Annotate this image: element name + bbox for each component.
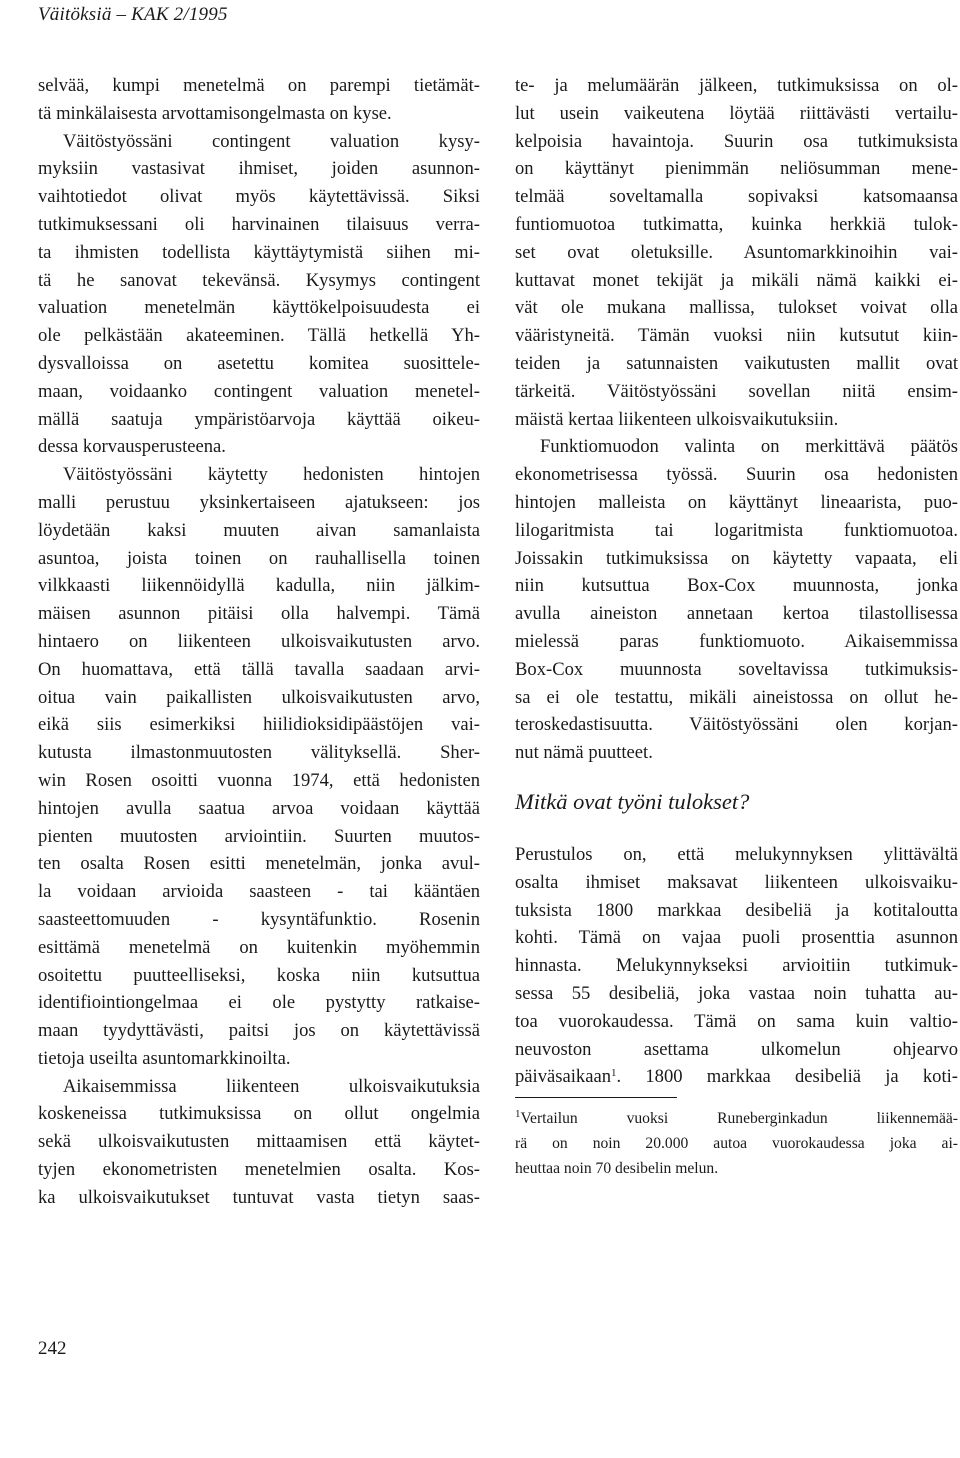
footnote-line	[515, 1106, 958, 1131]
text-line: sekä ulkoisvaikutusten mittaamisen että käytet-	[38, 1131, 480, 1153]
text-line: Joissakin tutkimuksissa on käytetty vapaata, eli	[515, 547, 958, 569]
text-line: asuntoa, joista toinen on rauhallisella toinen	[38, 547, 480, 569]
text-line: löydetään kaksi muuten aivan samanlaista	[38, 519, 480, 541]
right-column-bottom	[515, 841, 958, 1063]
section-heading: Mitkä ovat työni tulokset?	[515, 788, 750, 814]
footnote	[515, 1106, 958, 1181]
text-line: lilogaritmista tai logaritmista funktiomuotoa.	[515, 519, 958, 541]
text-line: kutusta ilmastonmuutosten välityksellä. Sher-	[38, 742, 480, 764]
text-line: dysvalloissa on asetettu komitea suosittele-	[38, 352, 480, 374]
text-line: vät ole mukana mallissa, tulokset voivat olla	[515, 297, 958, 319]
right-column-top	[515, 72, 958, 767]
text-line: toa vuorokaudessa. Tämä on sama kuin valtio-	[515, 1010, 958, 1032]
text-line: win Rosen osoitti vuonna 1974, että hedonisten	[38, 769, 480, 791]
footnote-divider	[515, 1097, 677, 1098]
text-line: teiden ja satunnaisten vaikutusten mallit ovat	[515, 352, 958, 374]
text-line: set ovat oletuksille. Asuntomarkkinoihin vai-	[515, 241, 958, 263]
text-line: hintaero on liikenteen ulkoisvaikutusten arvo.	[38, 630, 480, 652]
text-line: Väitöstyössäni käytetty hedonisten hintojen	[63, 464, 480, 486]
text-line: sa ei ole testattu, mikäli aineistossa on ollut he-	[515, 686, 958, 708]
text-line: hinnasta. Melukynnykseksi arvioitiin tutkimuk-	[515, 955, 958, 977]
text-line: neuvoston asettama ulkomelun ohjearvo	[515, 1038, 958, 1060]
text-line: te- ja melumäärän jälkeen, tutkimuksissa on ol-	[515, 75, 958, 96]
text-line: telmää soveltamalla sopivaksi katsomaansa	[515, 186, 958, 208]
text-line: ka ulkoisvaikutukset tuntuvat vasta tietyn saas-	[38, 1186, 480, 1208]
text-line: myksiin vastasivat ihmiset, joiden asunnon-	[38, 158, 480, 180]
text-line: avulla aineiston annetaan kertoa tilastollisessa	[515, 603, 958, 625]
text-line: mäisen asunnon pitäisi olla halvempi. Tämä	[38, 603, 480, 625]
text-line: ta ihmisten todellista käyttäytymistä siihen mi-	[38, 241, 480, 263]
text-line: osoitettu puutteelliseksi, koska niin kutsuttua	[38, 964, 480, 986]
text-line: eikä siis esimerkiksi hiilidioksidipäästöjen vai-	[38, 714, 480, 736]
footnote-text: Vertailun vuoksi Runeberginkadun liikennemää-	[520, 1110, 958, 1128]
text-line: tä minkälaisesta arvottamisongelmasta on kyse.	[38, 102, 392, 124]
text-line: osalta ihmiset maksavat liikenteen ulkoisvaiku-	[515, 871, 958, 893]
text-line: tutkimuksessani oli harvinainen tilaisuus verra-	[38, 213, 480, 235]
text-line: identifiointiongelmaa ei ole pystytty ratkaise-	[38, 992, 480, 1014]
text-line: Väitöstyössäni contingent valuation kysy-	[63, 130, 480, 152]
text-line: tyjen ekonometristen menetelmien osalta. Kos-	[38, 1159, 480, 1181]
text-line: ten osalta Rosen esitti menetelmän, jonka avul-	[38, 853, 480, 875]
text-line: sessa 55 desibeliä, joka vastaa noin tuhatta au-	[515, 982, 958, 1004]
text-segment: päiväsaikaan	[515, 1066, 612, 1088]
text-line: saasteettomuuden - kysyntäfunktio. Rosenin	[38, 908, 480, 930]
text-line: vääristyneitä. Tämän vuoksi niin kutsutut kiin-	[515, 325, 958, 347]
text-line: malli perustuu yksinkertaiseen ajatukseen: jos	[38, 491, 480, 513]
text-line: tuksista 1800 markkaa desibeliä ja kotitaloutta	[515, 899, 958, 921]
text-line: esittämä menetelmä on kuitenkin myöhemmin	[38, 936, 480, 958]
text-segment: . 1800 markkaa desibeliä ja koti-	[616, 1066, 958, 1088]
page-number: 242	[38, 1338, 67, 1359]
text-line: kohti. Tämä on vajaa puoli prosenttia asunnon	[515, 927, 958, 949]
text-line: teroskedastisuutta. Väitöstyössäni olen korjan-	[515, 714, 958, 736]
text-line: la voidaan arvioida saasteen - tai kääntäen	[38, 881, 480, 903]
text-line: funtiomuotoa tutkimatta, kuinka herkkiä tulok-	[515, 213, 958, 235]
text-line: Box-Cox muunnosta soveltavissa tutkimuksis-	[515, 658, 958, 680]
footnote-reference: 1	[611, 1067, 617, 1080]
text-line: vilkkaasti liikennöidyllä kadulla, niin jälkim-	[38, 575, 480, 597]
text-line: lut usein vaikeutena löytää riittävästi vertailu-	[515, 102, 958, 124]
text-line: On huomattava, että tällä tavalla saadaan arvi-	[38, 658, 480, 680]
text-line: vaihtotiedot olivat myös käytettävissä. Siksi	[38, 186, 480, 208]
text-line: niin kutsuttua Box-Cox muunnosta, jonka	[515, 575, 958, 597]
right-column	[515, 72, 958, 1181]
text-line: Aikaisemmissa liikenteen ulkoisvaikutuksia	[63, 1075, 480, 1097]
text-line: hintojen malleista on käyttänyt lineaarista, puo-	[515, 491, 958, 513]
text-line: kuttavat monet tekijät ja mikäli nämä kaikki ei-	[515, 269, 958, 291]
text-line: tärkeitä. Väitöstyössäni sovellan niitä ensim-	[515, 380, 958, 402]
text-line: mäistä kertaa liikenteen ulkoisvaikutuksiin.	[515, 408, 839, 430]
text-line: Funktiomuodon valinta on merkittävä päätös	[540, 436, 958, 458]
text-line: maan tyydyttävästi, paitsi jos on käytettävissä	[38, 1020, 480, 1042]
text-line: mielessä paras funktiomuoto. Aikaisemmissa	[515, 630, 958, 652]
left-column	[38, 72, 480, 1212]
text-line: ekonometrisessa työssä. Suurin osa hedonisten	[515, 464, 958, 486]
footnote-line: rä on noin 20.000 autoa vuorokaudessa joka ai-	[515, 1135, 958, 1153]
text-line: koskeneissa tutkimuksissa on ollut ongelmia	[38, 1103, 480, 1125]
text-line: kelpoisia havaintoja. Suurin osa tutkimuksista	[515, 130, 958, 152]
text-line: valuation menetelmän käyttökelpoisuudesta ei	[38, 297, 480, 319]
text-line: dessa korvausperusteena.	[38, 436, 226, 458]
text-line: hintojen avulla saatua arvoa voidaan käyttää	[38, 797, 480, 819]
text-line: pienten muutosten arviointiin. Suurten muutos-	[38, 825, 480, 847]
text-line: maan, voidaanko contingent valuation menetel-	[38, 380, 480, 402]
text-line: on käyttänyt pienimmän neliösumman mene-	[515, 158, 958, 180]
text-line: Perustulos on, että melukynnyksen ylittävältä	[515, 843, 958, 865]
text-line: selvää, kumpi menetelmä on parempi tietämät-	[38, 75, 480, 96]
text-line: nut nämä puutteet.	[515, 742, 653, 764]
text-line: mällä saatuja ympäristöarvoja käyttää oikeu-	[38, 408, 480, 430]
text-line: ole pelkästään akateeminen. Tällä hetkellä Yh-	[38, 325, 480, 347]
text-line: oitua vain paikallisten ulkoisvaikutusten arvo,	[38, 686, 480, 708]
running-header: Väitöksiä – KAK 2/1995	[38, 4, 228, 25]
text-line-footnote-ref	[515, 1063, 958, 1091]
footnote-marker: 1	[515, 1108, 521, 1121]
text-line: tä he sanovat tekevänsä. Kysymys contingent	[38, 269, 480, 291]
footnote-line: heuttaa noin 70 desibelin melun.	[515, 1160, 719, 1178]
text-line: tietoja useilta asuntomarkkinoilta.	[38, 1047, 291, 1069]
